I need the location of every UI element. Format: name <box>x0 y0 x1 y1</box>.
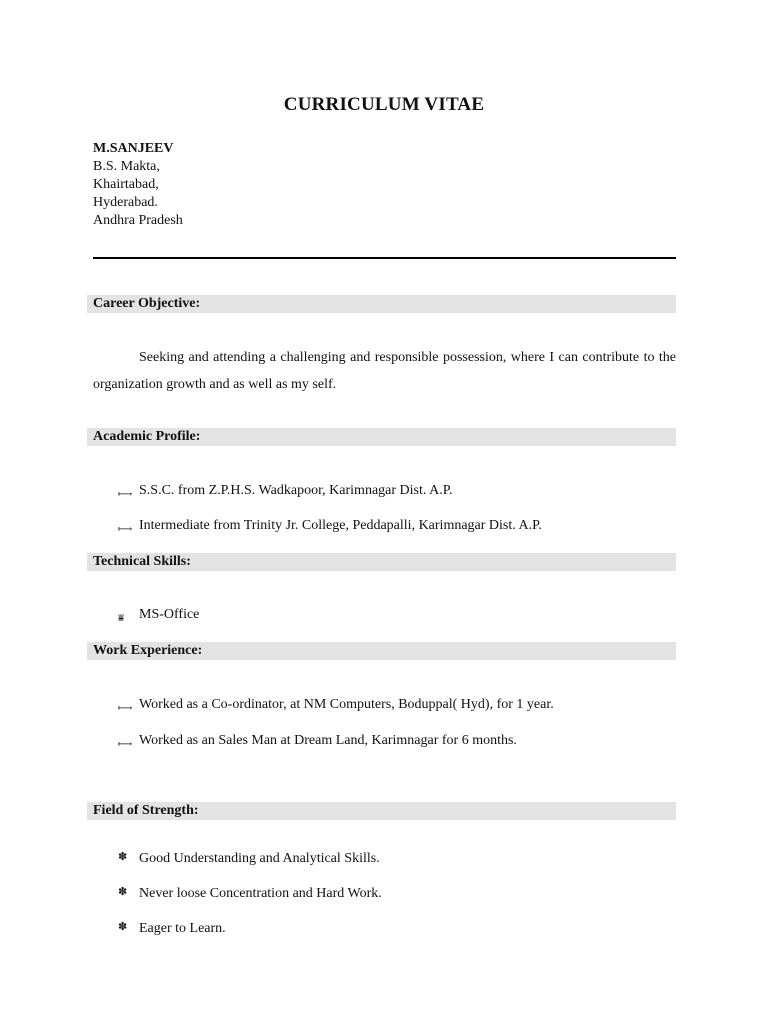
list-item-text: Eager to Learn. <box>139 921 226 936</box>
address-line: Hyderabad. <box>93 195 158 210</box>
arrow-bullet-icon: ⟼ <box>118 489 133 500</box>
list-item-text: MS-Office <box>139 607 200 622</box>
candidate-name: M.SANJEEV <box>93 141 174 156</box>
box-bullet-icon: ⩸ <box>118 613 125 624</box>
arrow-bullet-icon: ⟼ <box>118 739 133 750</box>
address-line: Khairtabad, <box>93 177 159 192</box>
section-heading-technical-skills: Technical Skills: <box>87 553 676 571</box>
list-item <box>118 696 554 718</box>
list-item-text: S.S.C. from Z.P.H.S. Wadkapoor, Karimnagar Dist. A.P. <box>139 483 453 498</box>
list-item-text: Good Understanding and Analytical Skills. <box>139 851 380 866</box>
address-line: Andhra Pradesh <box>93 213 183 228</box>
list-item-text: Worked as a Co-ordinator, at NM Computers, Boduppal( Hyd), for 1 year. <box>139 697 554 712</box>
list-item <box>118 848 380 868</box>
section-heading-academic-profile: Academic Profile: <box>87 428 676 446</box>
document-title: CURRICULUM VITAE <box>283 94 485 115</box>
arrow-bullet-icon: ⟼ <box>118 524 133 535</box>
list-item <box>118 883 382 903</box>
career-objective-text: Seeking and attending a challenging and responsible possession, where I can contribute to the organization growth and as well as my self. <box>93 350 676 392</box>
address-line: B.S. Makta, <box>93 159 160 174</box>
header-divider <box>93 257 676 259</box>
list-item <box>118 482 452 504</box>
list-item <box>118 606 199 628</box>
star-bullet-icon: ✽ <box>118 851 128 863</box>
arrow-bullet-icon: ⟼ <box>118 703 133 714</box>
list-item <box>118 732 517 754</box>
section-heading-field-of-strength: Field of Strength: <box>87 802 676 820</box>
list-item <box>118 918 226 938</box>
contact-block <box>93 140 183 230</box>
list-item <box>118 517 542 539</box>
list-item-text: Worked as an Sales Man at Dream Land, Karimnagar for 6 months. <box>139 733 517 748</box>
list-item-text: Intermediate from Trinity Jr. College, Peddapalli, Karimnagar Dist. A.P. <box>139 518 542 533</box>
star-bullet-icon: ✽ <box>118 886 128 898</box>
section-heading-career-objective: Career Objective: <box>87 295 676 313</box>
section-heading-work-experience: Work Experience: <box>87 642 676 660</box>
list-item-text: Never loose Concentration and Hard Work. <box>139 886 382 901</box>
star-bullet-icon: ✽ <box>118 921 128 933</box>
